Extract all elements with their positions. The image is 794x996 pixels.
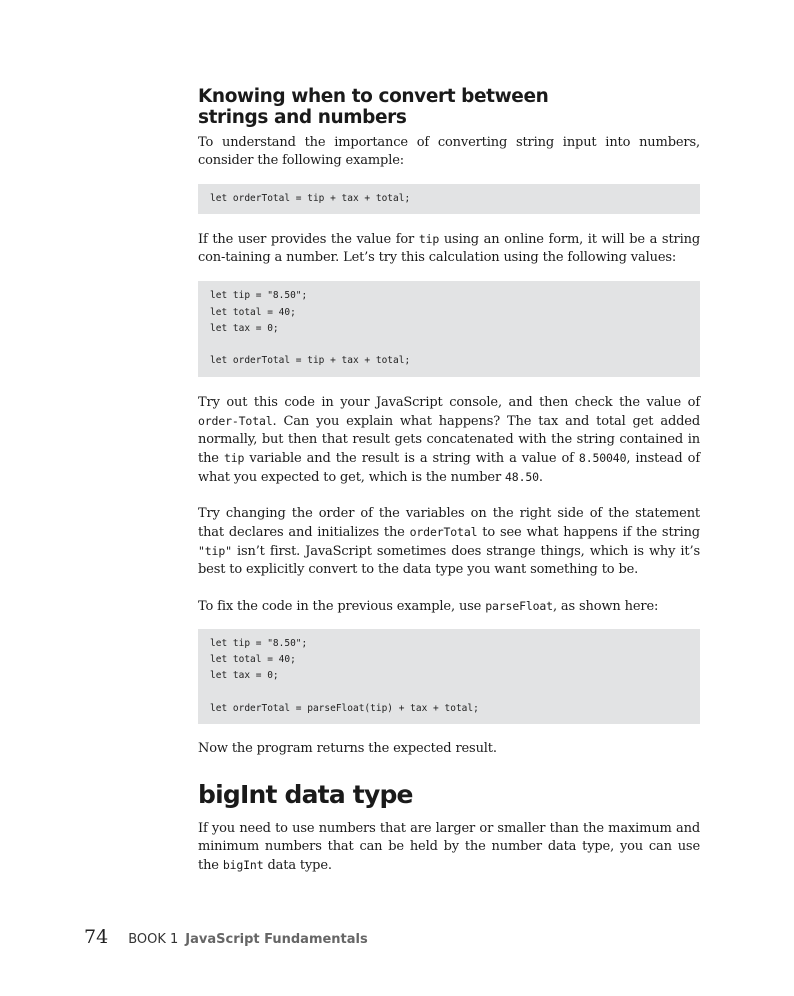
section-heading-line1: Knowing when to convert between (198, 86, 549, 107)
code-block-1: let orderTotal = tip + tax + total; (198, 184, 700, 214)
inline-code-tip-2: tip (223, 450, 245, 465)
paragraph-3-text-a: Try out this code in your JavaScript console, and then check the value of (198, 394, 700, 410)
inline-code-result-string: 8.50040 (578, 450, 627, 465)
inline-code-tip: tip (418, 232, 440, 247)
book-label: BOOK 1 (128, 932, 179, 947)
paragraph-2-text-a: If the user provides the value for (198, 232, 419, 248)
intro-paragraph: To understand the importance of converting string input into numbers, consider the following example: (198, 135, 700, 168)
page-number: 74 (84, 926, 109, 948)
paragraph-5-text-b: , as shown here: (552, 598, 659, 614)
bigint-heading: bigInt data type (198, 780, 413, 810)
inline-code-tip-string: "tip" (198, 543, 232, 558)
paragraph-3-text-e: . (538, 469, 543, 485)
chapter-title: JavaScript Fundamentals (185, 932, 368, 947)
page-content (198, 86, 700, 875)
section-heading-line2: strings and numbers (198, 107, 407, 128)
paragraph-4-text-b: to see what happens if the string (477, 524, 700, 540)
paragraph-4-text-c: isn’t first. JavaScript sometimes does strange things, which is why it’s best to explicitly convert to the data type you want something to be. (198, 543, 700, 577)
paragraph-5 (198, 597, 700, 616)
page-footer (84, 926, 368, 948)
section-heading (198, 86, 700, 128)
inline-code-expected-number: 48.50 (505, 469, 539, 484)
bigint-paragraph-text-b: data type. (263, 858, 332, 874)
bigint-paragraph-text-a: If you need to use numbers that are larger or smaller than the maximum and minimum numbers that can be held by the number data type, you can use the (198, 821, 700, 874)
paragraph-6: Now the program returns the expected result. (198, 741, 497, 757)
paragraph-4 (198, 505, 700, 579)
inline-code-parsefloat: parseFloat (485, 598, 553, 613)
paragraph-3-text-d: , instead of what you expected to get, which is the number (198, 450, 701, 485)
code-block-2: let tip = "8.50"; let total = 40; let tax = 0; let orderTotal = tip + tax + total; (198, 281, 700, 376)
paragraph-3 (198, 394, 700, 487)
inline-code-ordertotal-2: orderTotal (409, 524, 478, 539)
paragraph-3-text-c: variable and the result is a string with a value of (244, 450, 579, 466)
inline-code-ordertotal: order-Total (198, 413, 273, 428)
bigint-paragraph (198, 820, 700, 875)
paragraph-3-text-b: . Can you explain what happens? The tax and total get added normally, but then that result gets concatenated with the string contained in the (198, 413, 700, 466)
paragraph-4-text-a: Try changing the order of the variables on the right side of the statement that declares and initializes the (198, 505, 700, 540)
paragraph-2 (198, 230, 700, 267)
code-block-3: let tip = "8.50"; let total = 40; let tax = 0; let orderTotal = parseFloat(tip) + tax + total; (198, 629, 700, 724)
paragraph-5-text-a: To fix the code in the previous example, use (198, 598, 486, 614)
inline-code-bigint: bigInt (222, 858, 264, 873)
paragraph-2-text-b: using an online form, it will be a string con-taining a number. Let’s try this calculation using the following values: (198, 232, 700, 266)
